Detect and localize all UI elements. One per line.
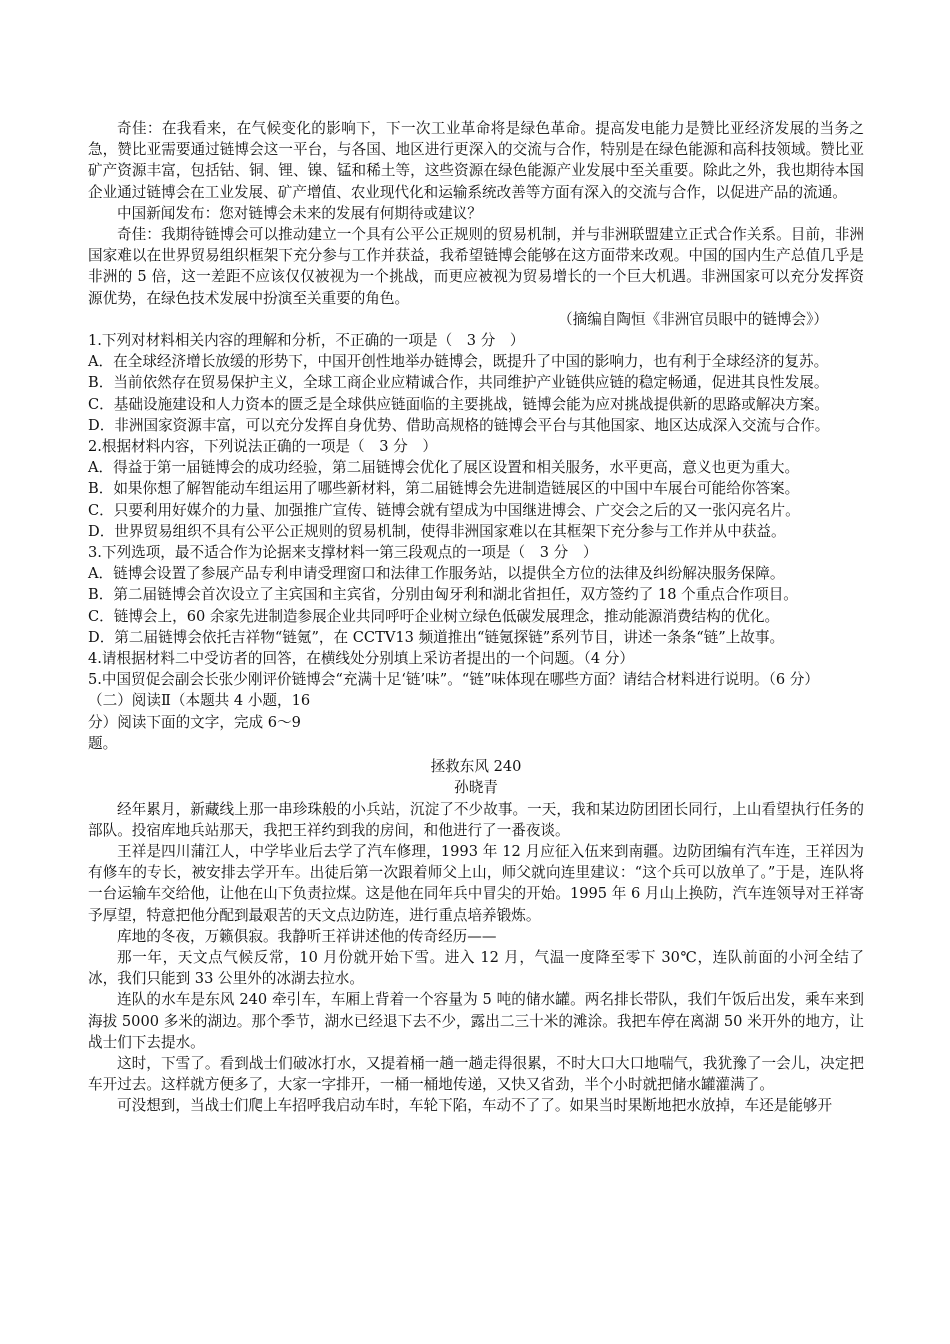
question-stem: 1.下列对材料相关内容的理解和分析，不正确的一项是（ 3 分 ） bbox=[88, 332, 525, 350]
question-stem: 3.下列选项，最不适合作为论据来支撑材料一第三段观点的一项是（ 3 分 ） bbox=[88, 544, 598, 562]
question-option: C．只要利用好媒介的力量、加强推广宣传、链博会就有望成为中国继进博会、广交会之后的又一张闪亮名片。 bbox=[88, 501, 800, 519]
question-option: C．基础设施建设和人力资本的匮乏是全球供应链面临的主要挑战，链博会能为应对挑战提供新的思路或解决方案。 bbox=[88, 395, 829, 413]
story-paragraph: 这时，下雪了。看到战士们破冰打水，又提着桶一趟一趟走得很累，不时大口大口地喘气，我犹豫了一会儿，决定把车开过去。这样就方便多了，大家一字排开，一桶一桶地传递，又快又省劲，半个小时就把储水罐灌满了。 bbox=[88, 1054, 864, 1094]
material-paragraph: 奇佳：我期待链博会可以推动建立一个具有公平公正规则的贸易机制，并与非洲联盟建立正式合作关系。目前，非洲国家难以在世界贸易组织框架下充分参与工作并获益，我希望链博会能够在这方面带来改观。中国的国内生产总值几乎是非洲的 5 倍，这一差距不应该仅仅被视为一个挑战，而更应被视为贸易增长的一个巨大机遇。非洲国家可以充分发挥资源优势，在绿色技术发展中扮演至关重要的角色。 bbox=[88, 226, 864, 307]
question-option: C．链博会上，60 余家先进制造参展企业共同呼吁企业树立绿色低碳发展理念，推动能源消费结构的优化。 bbox=[88, 607, 780, 625]
question-option: B．如果你想了解智能动车组运用了哪些新材料，第二届链博会先进制造链展区的中国中车展台可能给你答案。 bbox=[88, 480, 800, 498]
story-author: 孙晓青 bbox=[454, 779, 498, 797]
question-option: A．链博会设置了参展产品专利申请受理窗口和法律工作服务站，以提供全方位的法律及纠纷解决服务保障。 bbox=[88, 565, 785, 583]
source-note: （摘编自陶恒《非洲官员眼中的链博会》） bbox=[558, 310, 828, 328]
section-heading: （二）阅读Ⅱ（本题共 4 小题，16 分）阅读下面的文字，完成 6～9 题。 bbox=[88, 692, 311, 752]
question-option: A．得益于第一届链博会的成功经验，第二届链博会优化了展区设置和相关服务，水平更高，意义也更为重大。 bbox=[88, 459, 800, 477]
story-paragraph: 经年累月，新藏线上那一串珍珠般的小兵站，沉淀了不少故事。一天，我和某边防团团长同行，上山看望执行任务的部队。投宿库地兵站那天，我把王祥约到我的房间，和他进行了一番夜谈。 bbox=[88, 800, 864, 839]
story-paragraph: 库地的冬夜，万籁俱寂。我静听王祥讲述他的传奇经历—— bbox=[117, 927, 497, 945]
story-paragraph: 可没想到，当战士们爬上车招呼我启动车时，车轮下陷，车动不了了。如果当时果断地把水放掉，车还是能够开 bbox=[117, 1097, 833, 1115]
question-stem: 5.中国贸促会副会长张少刚评价链博会“充满十足‘链’味”。“链”味体现在哪些方面？请结合材料进行说明。（6 分） bbox=[88, 671, 819, 689]
question-option: D．第二届链博会依托吉祥物“链氪”，在 CCTV13 频道推出“链氪探链”系列节目，讲述一条条“链”上故事。 bbox=[88, 628, 785, 646]
material-paragraph: 奇佳：在我看来，在气候变化的影响下，下一次工业革命将是绿色革命。提高发电能力是赞比亚经济发展的当务之急，赞比亚需要通过链博会这一平台，与各国、地区进行更深入的交流与合作，特别是在绿色能源和高科技领域。赞比亚矿产资源丰富，包括钴、铜、锂、镍、锰和稀土等，这些资源在绿色能源产业发展中至关重要。除此之外，我也期待本国企业通过链博会在工业发展、矿产增值、农业现代化和运输系统改善等方面有深入的交流与合作，以促进产品的流通。 bbox=[88, 120, 864, 201]
story-paragraph: 连队的水车是东风 240 牵引车，车厢上背着一个容量为 5 吨的储水罐。两名排长带队，我们午饭后出发，乘车来到海拔 5000 多米的湖边。那个季节，湖水已经退下去不少，露出二三十米的滩涂。我把车停在离湖 50 米开外的地方，让战士们下去提水。 bbox=[88, 991, 864, 1051]
material-paragraph: 中国新闻发布：您对链博会未来的发展有何期待或建议？ bbox=[117, 204, 482, 222]
story-title: 拯救东风 240 bbox=[430, 758, 522, 776]
question-option: B．当前依然存在贸易保护主义，全球工商企业应精诚合作，共同维护产业链供应链的稳定畅通，促进其良性发展。 bbox=[88, 374, 829, 392]
question-stem: 4.请根据材料二中受访者的回答，在横线处分别填上采访者提出的一个问题。（4 分） bbox=[88, 650, 634, 668]
question-option: A．在全球经济增长放缓的形势下，中国开创性地举办链博会，既提升了中国的影响力，也有利于全球经济的复苏。 bbox=[88, 353, 829, 371]
question-option: D．非洲国家资源丰富，可以充分发挥自身优势、借助高规格的链博会平台与其他国家、地区达成深入交流与合作。 bbox=[88, 416, 830, 434]
story-paragraph: 王祥是四川蒲江人，中学毕业后去学了汽车修理，1993 年 12 月应征入伍来到南疆。边防团编有汽车连，王祥因为有修车的专长，被安排去学开车。出徒后第一次跟着师父上山，师父就向连里建议：“这个兵可以放单了。”于是，连队将一台运输车交给他，让他在山下负责拉煤。这是他在同年兵中冒尖的开始。1995 年 6 月山上换防，汽车连领导对王祥寄予厚望，特意把他分配到最艰苦的天文点边防连，进行重点培养锻炼。 bbox=[88, 842, 864, 924]
exam-page bbox=[88, 118, 864, 1117]
question-option: D．世界贸易组织不具有公平公正规则的贸易机制，使得非洲国家难以在其框架下充分参与工作并从中获益。 bbox=[88, 522, 786, 540]
story-paragraph: 那一年，天文点气候反常，10 月份就开始下雪。进入 12 月，气温一度降至零下 30℃，连队前面的小河全结了冰，我们只能到 33 公里外的冰湖去拉水。 bbox=[88, 948, 864, 988]
question-stem: 2.根据材料内容，下列说法正确的一项是（ 3 分 ） bbox=[88, 438, 437, 456]
question-option: B．第二届链博会首次设立了主宾国和主宾省，分别由匈牙利和湖北省担任，双方签约了 18 个重点合作项目。 bbox=[88, 586, 798, 604]
